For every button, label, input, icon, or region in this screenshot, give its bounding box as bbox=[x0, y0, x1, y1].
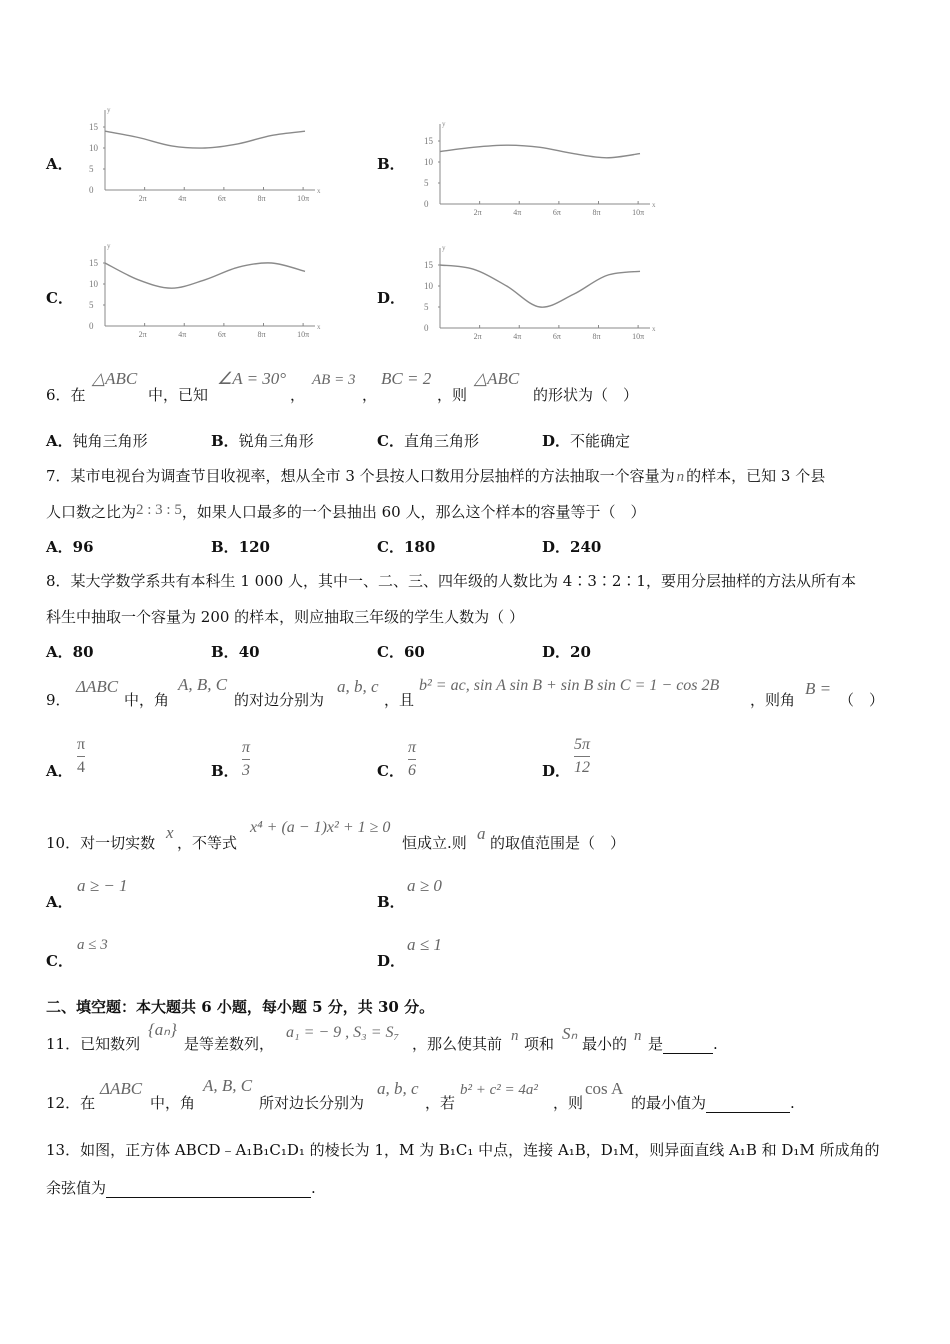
q12-sides: a, b, c bbox=[377, 1079, 419, 1098]
q6-text: 中，已知 bbox=[148, 386, 209, 404]
q9-sides: a, b, c bbox=[337, 677, 379, 696]
q5-option-b-label: B． bbox=[377, 155, 405, 173]
q5-option-d-label: D． bbox=[377, 289, 406, 307]
q6-sep2: ， bbox=[362, 386, 378, 404]
x-axis-label: x bbox=[317, 323, 321, 331]
q11-text2: 是等差数列， bbox=[184, 1035, 275, 1053]
x-tick-label: 8π bbox=[257, 330, 266, 339]
y-tick-label: 15 bbox=[89, 122, 98, 132]
curve bbox=[440, 145, 640, 158]
y-tick-label: 15 bbox=[424, 260, 433, 270]
curve bbox=[440, 265, 640, 307]
y-tick-label: 15 bbox=[424, 136, 433, 146]
x-tick-label: 10π bbox=[632, 332, 645, 341]
q10-text4: 的取值范围是（ ） bbox=[490, 834, 626, 852]
q12-start: 12．在 bbox=[46, 1094, 96, 1112]
y-tick-label: 0 bbox=[89, 321, 94, 331]
x-tick-label: 2π bbox=[473, 332, 482, 341]
q11-start: 11．已知数列 bbox=[46, 1035, 141, 1053]
q9-condition: b² = ac, sin A sin B + sin B sin C = 1 − cos 2B bbox=[419, 677, 720, 694]
y-tick-label: 0 bbox=[424, 199, 429, 209]
q12-triangle: ΔABC bbox=[100, 1079, 143, 1098]
x-axis-label: x bbox=[652, 201, 656, 209]
q12-text3: 所对边长分别为 bbox=[259, 1094, 365, 1112]
q8-option-b[interactable]: B．40 bbox=[211, 643, 260, 661]
q9-text5: （ ） bbox=[839, 691, 885, 709]
q10-option-a[interactable]: a ≥ − 1 bbox=[77, 876, 128, 895]
q9-option-a-frac[interactable]: π 4 bbox=[77, 736, 86, 776]
q8-option-c[interactable]: C．60 bbox=[377, 643, 425, 661]
curve bbox=[105, 131, 305, 148]
q11-seq: {aₙ} bbox=[148, 1020, 177, 1039]
q10-text3: 恒成立.则 bbox=[402, 834, 467, 852]
q12-angles: A, B, C bbox=[203, 1076, 253, 1095]
q9-text3: ，且 bbox=[384, 691, 415, 709]
y-tick-label: 10 bbox=[424, 281, 433, 291]
q9-text1: 中，角 bbox=[124, 691, 170, 709]
q10-inequality: x⁴ + (a − 1)x² + 1 ≥ 0 bbox=[250, 819, 391, 836]
q6-bc: BC = 2 bbox=[381, 369, 432, 388]
section2-heading: 二、填空题：本大题共 6 小题，每小题 5 分，共 30 分。 bbox=[46, 998, 435, 1016]
q6-angle: ∠A = 30° bbox=[217, 369, 287, 388]
y-tick-label: 10 bbox=[89, 279, 98, 289]
y-axis-label: y bbox=[107, 242, 111, 250]
y-tick-label: 5 bbox=[89, 164, 94, 174]
x-tick-label: 2π bbox=[138, 330, 147, 339]
x-axis-label: x bbox=[317, 187, 321, 195]
x-tick-label: 10π bbox=[297, 330, 310, 339]
x-tick-label: 6π bbox=[552, 332, 561, 341]
q8-line1: 8．某大学数学系共有本科生 1 000 人，其中一、二、三、四年级的人数比为 4∶3∶2∶1，要用分层抽样的方法从所有本 bbox=[46, 572, 856, 590]
q5-option-c-label: C． bbox=[46, 289, 73, 307]
q10-option-d-label[interactable]: D． bbox=[377, 952, 406, 970]
q9-angles: A, B, C bbox=[178, 675, 228, 694]
q9-option-c-frac[interactable]: π 6 bbox=[408, 739, 417, 779]
y-tick-label: 5 bbox=[89, 300, 94, 310]
curve bbox=[105, 263, 305, 288]
q10-option-d[interactable]: a ≤ 1 bbox=[407, 935, 442, 954]
q6-text3: 的形状为（ ） bbox=[533, 386, 639, 404]
x-tick-label: 6π bbox=[552, 208, 561, 217]
graph-b bbox=[405, 110, 665, 222]
y-tick-label: 5 bbox=[424, 178, 429, 188]
q6-option-d[interactable]: D．不能确定 bbox=[542, 432, 631, 450]
x-tick-label: 6π bbox=[217, 330, 226, 339]
q11-condition: a₁ = − 9 , S₃ = S₇ bbox=[286, 1024, 400, 1041]
y-axis-label: y bbox=[442, 120, 446, 128]
q12-cos: cos A bbox=[585, 1079, 624, 1098]
x-tick-label: 4π bbox=[178, 194, 187, 203]
x-tick-label: 2π bbox=[138, 194, 147, 203]
q8-option-d[interactable]: D．20 bbox=[542, 643, 591, 661]
q10-option-a-label[interactable]: A． bbox=[46, 893, 73, 911]
q6-option-b[interactable]: B．锐角三角形 bbox=[211, 432, 314, 450]
q10-option-c-label[interactable]: C． bbox=[46, 952, 73, 970]
q11-answer[interactable]: 是 . bbox=[648, 1035, 718, 1053]
q7-option-a[interactable]: A．96 bbox=[46, 538, 94, 556]
q11-text3: ，那么使其前 bbox=[412, 1035, 503, 1053]
q11-text4: 项和 bbox=[524, 1035, 555, 1053]
q6-option-c[interactable]: C．直角三角形 bbox=[377, 432, 479, 450]
q10-option-b-label[interactable]: B． bbox=[377, 893, 405, 911]
q8-line2: 科生中抽取一个容量为 200 的样本，则应抽取三年级的学生人数为（ ） bbox=[46, 608, 524, 626]
q6-triangle2: △ABC bbox=[474, 369, 520, 388]
q7-line1: 7．某市电视台为调查节目收视率，想从全市 3 个县按人口数用分层抽样的方法抽取一个容量为 n 的样本，已知 3 个县 bbox=[46, 467, 826, 485]
x-tick-label: 4π bbox=[513, 208, 522, 217]
q12-answer[interactable]: 的最小值为 . bbox=[631, 1094, 795, 1112]
q9-triangle: ΔABC bbox=[76, 677, 119, 696]
q6-triangle: △ABC bbox=[92, 369, 138, 388]
q7-line2: 人口数之比为2 : 3 : 5，如果人口最多的一个县抽出 60 人，那么这个样本的容量等于（ ） bbox=[46, 502, 646, 521]
q10-text2: ，不等式 bbox=[177, 834, 238, 852]
q10-x: x bbox=[166, 823, 174, 842]
q9-num: 9． bbox=[46, 691, 71, 709]
x-tick-label: 10π bbox=[297, 194, 310, 203]
y-tick-label: 0 bbox=[89, 185, 94, 195]
q7-option-c[interactable]: C．180 bbox=[377, 538, 436, 556]
x-tick-label: 4π bbox=[513, 332, 522, 341]
x-tick-label: 8π bbox=[592, 208, 601, 217]
q6-text2: ，则 bbox=[437, 386, 468, 404]
q11-Sn: Sₙ bbox=[562, 1024, 578, 1043]
y-tick-label: 5 bbox=[424, 302, 429, 312]
y-tick-label: 10 bbox=[424, 157, 433, 167]
q9-B: B = bbox=[805, 679, 832, 698]
graph-c bbox=[70, 232, 330, 344]
y-axis-label: y bbox=[107, 106, 111, 114]
x-tick-label: 8π bbox=[592, 332, 601, 341]
q9-option-b-label[interactable]: B． bbox=[211, 762, 239, 780]
q12-text4: ，若 bbox=[425, 1094, 456, 1112]
q6-ab: AB = 3 bbox=[312, 372, 356, 388]
y-tick-label: 10 bbox=[89, 143, 98, 153]
q9-option-d-frac[interactable]: 5π 12 bbox=[574, 736, 591, 776]
x-axis-label: x bbox=[652, 325, 656, 333]
y-tick-label: 15 bbox=[89, 258, 98, 268]
q8-option-a[interactable]: A．80 bbox=[46, 643, 94, 661]
q7-option-b[interactable]: B．120 bbox=[211, 538, 270, 556]
q11-text5: 最小的 bbox=[582, 1035, 628, 1053]
q7-option-d[interactable]: D．240 bbox=[542, 538, 602, 556]
q10-a: a bbox=[477, 824, 486, 843]
graph-d bbox=[405, 234, 665, 346]
q6-question: 6．在 bbox=[46, 386, 86, 404]
x-tick-label: 2π bbox=[473, 208, 482, 217]
x-tick-label: 6π bbox=[217, 194, 226, 203]
q10-line: 10．对一切实数 bbox=[46, 834, 156, 852]
q12-text2: 中，角 bbox=[150, 1094, 196, 1112]
q9-text2: 的对边分别为 bbox=[234, 691, 325, 709]
q12-text5: ，则 bbox=[553, 1094, 584, 1112]
q9-option-d-label[interactable]: D． bbox=[542, 762, 571, 780]
q13-line2[interactable]: 余弦值为 . bbox=[46, 1179, 316, 1197]
y-tick-label: 0 bbox=[424, 323, 429, 333]
y-axis-label: y bbox=[442, 244, 446, 252]
q12-condition: b² + c² = 4a² bbox=[460, 1082, 538, 1098]
q5-option-a-label: A． bbox=[46, 155, 73, 173]
q9-text4: ，则角 bbox=[750, 691, 796, 709]
q11-n2: n bbox=[634, 1028, 642, 1044]
q9-option-b-frac[interactable]: π 3 bbox=[242, 739, 251, 779]
q6-sep: ， bbox=[290, 386, 306, 404]
x-tick-label: 4π bbox=[178, 330, 187, 339]
graph-a bbox=[70, 96, 330, 216]
q9-option-c-label[interactable]: C． bbox=[377, 762, 404, 780]
q10-option-c[interactable]: a ≤ 3 bbox=[77, 937, 108, 953]
x-tick-label: 8π bbox=[257, 194, 266, 203]
x-tick-label: 10π bbox=[632, 208, 645, 217]
q13-line1: 13．如图，正方体 ABCD﹣A₁B₁C₁D₁ 的棱长为 1，M 为 B₁C₁ 中点，连接 A₁B，D₁M，则异面直线 A₁B 和 D₁M 所成角的 bbox=[46, 1141, 880, 1159]
q10-option-b[interactable]: a ≥ 0 bbox=[407, 876, 442, 895]
q6-option-a[interactable]: A．钝角三角形 bbox=[46, 432, 148, 450]
q9-option-a-label[interactable]: A． bbox=[46, 762, 73, 780]
q11-n: n bbox=[511, 1028, 519, 1044]
